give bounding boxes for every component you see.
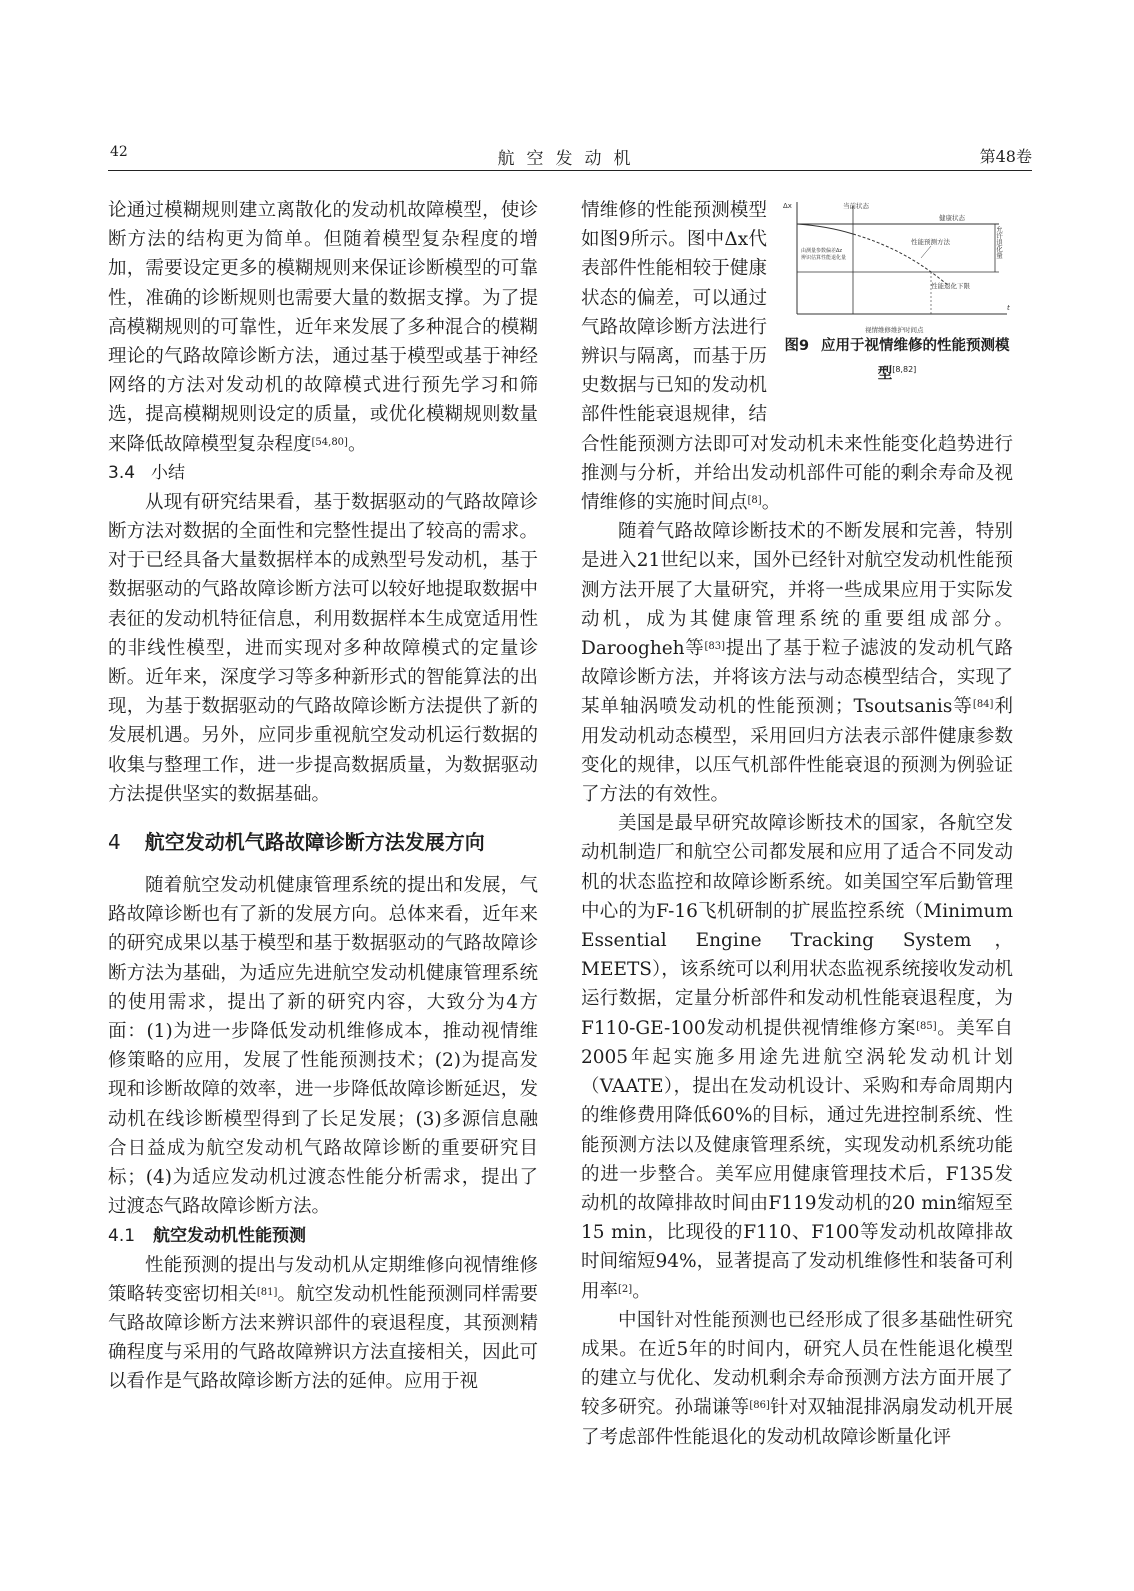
- page-number: 42: [110, 144, 128, 160]
- estimate-note: 由测量参数偏差Δz: [801, 248, 843, 254]
- paragraph: 随着气路故障诊断技术的不断发展和完善，特别是进入21世纪以来，国外已经针对航空发动机性能预测方法开展了大量研究，并将一些成果应用于实际发动机，成为其健康管理系统的重要组成部分。Daroogheh等[83]提出了基于粒子滤波的发动机气路故障诊断方法，并将该方法与动态模型结合，实现了某单轴涡喷发动机的性能预测；Tsoutsanis等[84]利用发动机动态模型，采用回归方法表示部件健康参数变化的规律，以压气机部件性能衰退的预测为例验证了方法的有效性。: [581, 521, 1013, 806]
- citation[interactable]: [2]: [618, 1283, 633, 1295]
- citation[interactable]: [83]: [704, 641, 726, 653]
- citation[interactable]: [8]: [747, 495, 762, 507]
- maintenance-time-label: 视情维修维护时间点: [865, 326, 924, 334]
- volume-label: 第48卷: [979, 147, 1032, 166]
- citation[interactable]: [84]: [972, 699, 994, 711]
- journal-name: 航空发动机: [497, 149, 643, 169]
- paragraph: 从现有研究结果看，基于数据驱动的气路故障诊断方法对数据的全面性和完整性提出了较高的需求。对于已经具备大量数据样本的成熟型号发动机，基于数据驱动的气路故障诊断方法可以较好地提取数据中表征的发动机特征信息，利用数据样本生成宽适用性的非线性模型，进而实现对多种故障模式的定量诊断。近年来，深度学习等多种新形式的智能算法的出现，为基于数据驱动的气路故障诊断方法提供了新的发展机遇。另外，应同步重视航空发动机运行数据的收集与整理工作，进一步提高数据质量，为数据驱动方法提供坚实的数据基础。: [108, 491, 538, 805]
- paragraph: 论通过模糊规则建立离散化的发动机故障模型，使诊断方法的结构更为简单。但随着模型复杂程度的增加，需要设定更多的模糊规则来保证诊断模型的可靠性，准确的诊断规则也需要大量的数据支撑。为了提高模糊规则的可靠性，近年来发展了多种混合的模糊理论的气路故障诊断方法，通过基于模型或基于神经网络的方法对发动机的故障模式进行预先学习和筛选，提高模糊规则设定的质量，或优化模糊规则数量来降低故障模型复杂程度[54,80]。: [108, 200, 538, 455]
- section-heading-3-4: 3.4 小结: [108, 462, 186, 483]
- figure-caption: 图9 应用于视情维修的性能预测模型[8,82]: [784, 338, 1010, 382]
- current-state-label: 当前状态: [843, 202, 869, 210]
- y-axis-label: Δx: [783, 202, 792, 210]
- figure-9: [781, 196, 1013, 410]
- measured-degradation-curve: [797, 224, 853, 234]
- citation[interactable]: [8,82]: [892, 365, 917, 374]
- paragraph: 情维修的性能预测模型如图9所示。图中Δx代表部件性能相较于健康状态的偏差，可以通过气路故障诊断方法进行辨识与隔离，而基于历史数据与已知的发动机部件性能衰退规律，结合性能预测方法即可对发动机未来性能变化趋势进行推测与分析，并给出发动机部件可能的剩余寿命及视情维修的实施时间点[8]。: [581, 200, 1013, 514]
- citation[interactable]: [54,80]: [311, 436, 348, 448]
- citation[interactable]: [85]: [916, 1020, 937, 1032]
- estimate-note: 辨识估算性能退化量: [801, 255, 847, 261]
- paragraph: 性能预测的提出与发动机从定期维修向视情维修策略转变密切相关[81]。航空发动机性能预测同样需要气路故障诊断方法来辨识部件的衰退程度，其预测精确程度与采用的气路故障辨识方法直接相关，因此可以看作是气路故障诊断方法的延伸。应用于视: [108, 1254, 538, 1393]
- lower-limit-label: 性能退化下限: [931, 282, 970, 290]
- right-column: [581, 196, 1013, 1452]
- header-rule: [108, 170, 1032, 171]
- allowable-degradation-label: 允许退化量: [995, 226, 1003, 259]
- healthy-state-label: 健康状态: [939, 214, 965, 222]
- left-column: [108, 196, 538, 1397]
- section-heading-4: 4 航空发动机气路故障诊断方法发展方向: [108, 830, 485, 855]
- citation[interactable]: [81]: [256, 1286, 278, 1298]
- paragraph: 美国是最早研究故障诊断技术的国家，各航空发动机制造厂和航空公司都发展和应用了适合不同发动机的状态监控和故障诊断系统。如美国空军后勤管理中心的为F-16飞机研制的扩展监控系统（Minimum Essential Engine Tracking System，MEETS），该系统可以利用状态监视系统接收发动机运行数据，定量分析部件和发动机性能衰退程度，为F110-GE-100发动机提供视情维修方案[85]。美军自2005年起实施多用途先进航空涡轮发动机计划（VAATE），提出在发动机设计、采购和寿命周期内的维修费用降低60%的目标，通过先进控制系统、性能预测方法以及健康管理系统，实现发动机系统功能的进一步整合。美军应用健康管理技术后，F135发动机的故障排故时间由F119发动机的20 min缩短至15 min，比现役的F110、F100等发动机故障排故时间缩短94%，显著提高了发动机维修性和装备可利用率[2]。: [581, 813, 1013, 1302]
- prediction-method-label: 性能预测方法: [911, 238, 950, 246]
- figure-9-diagram: [781, 196, 1013, 336]
- paragraph: 中国针对性能预测也已经形成了很多基础性研究成果。在近5年的时间内，研究人员在性能退化模型的建立与优化、发动机剩余寿命预测方法方面开展了较多研究。孙瑞谦等[86]针对双轴混排涡扇发动机开展了考虑部件性能退化的发动机故障诊断量化评: [581, 1309, 1013, 1448]
- citation[interactable]: [86]: [749, 1400, 770, 1412]
- x-axis-label: t: [1007, 304, 1010, 312]
- section-heading-4-1: 4.1 航空发动机性能预测: [108, 1225, 307, 1246]
- paragraph: 随着航空发动机健康管理系统的提出和发展，气路故障诊断也有了新的发展方向。总体来看，近年来的研究成果以基于模型和基于数据驱动的气路故障诊断方法为基础，为适应先进航空发动机健康管理系统的使用需求，提出了新的研究内容，大致分为4方面：(1)为进一步降低发动机维修成本，推动视情维修策略的应用，发展了性能预测技术；(2)为提高发现和诊断故障的效率，进一步降低故障诊断延迟，发动机在线诊断模型得到了长足发展；(3)多源信息融合日益成为航空发动机气路故障诊断的重要研究目标；(4)为适应发动机过渡态性能分析需求，提出了过渡态气路故障诊断方法。: [108, 875, 538, 1218]
- page-header: [108, 136, 1032, 169]
